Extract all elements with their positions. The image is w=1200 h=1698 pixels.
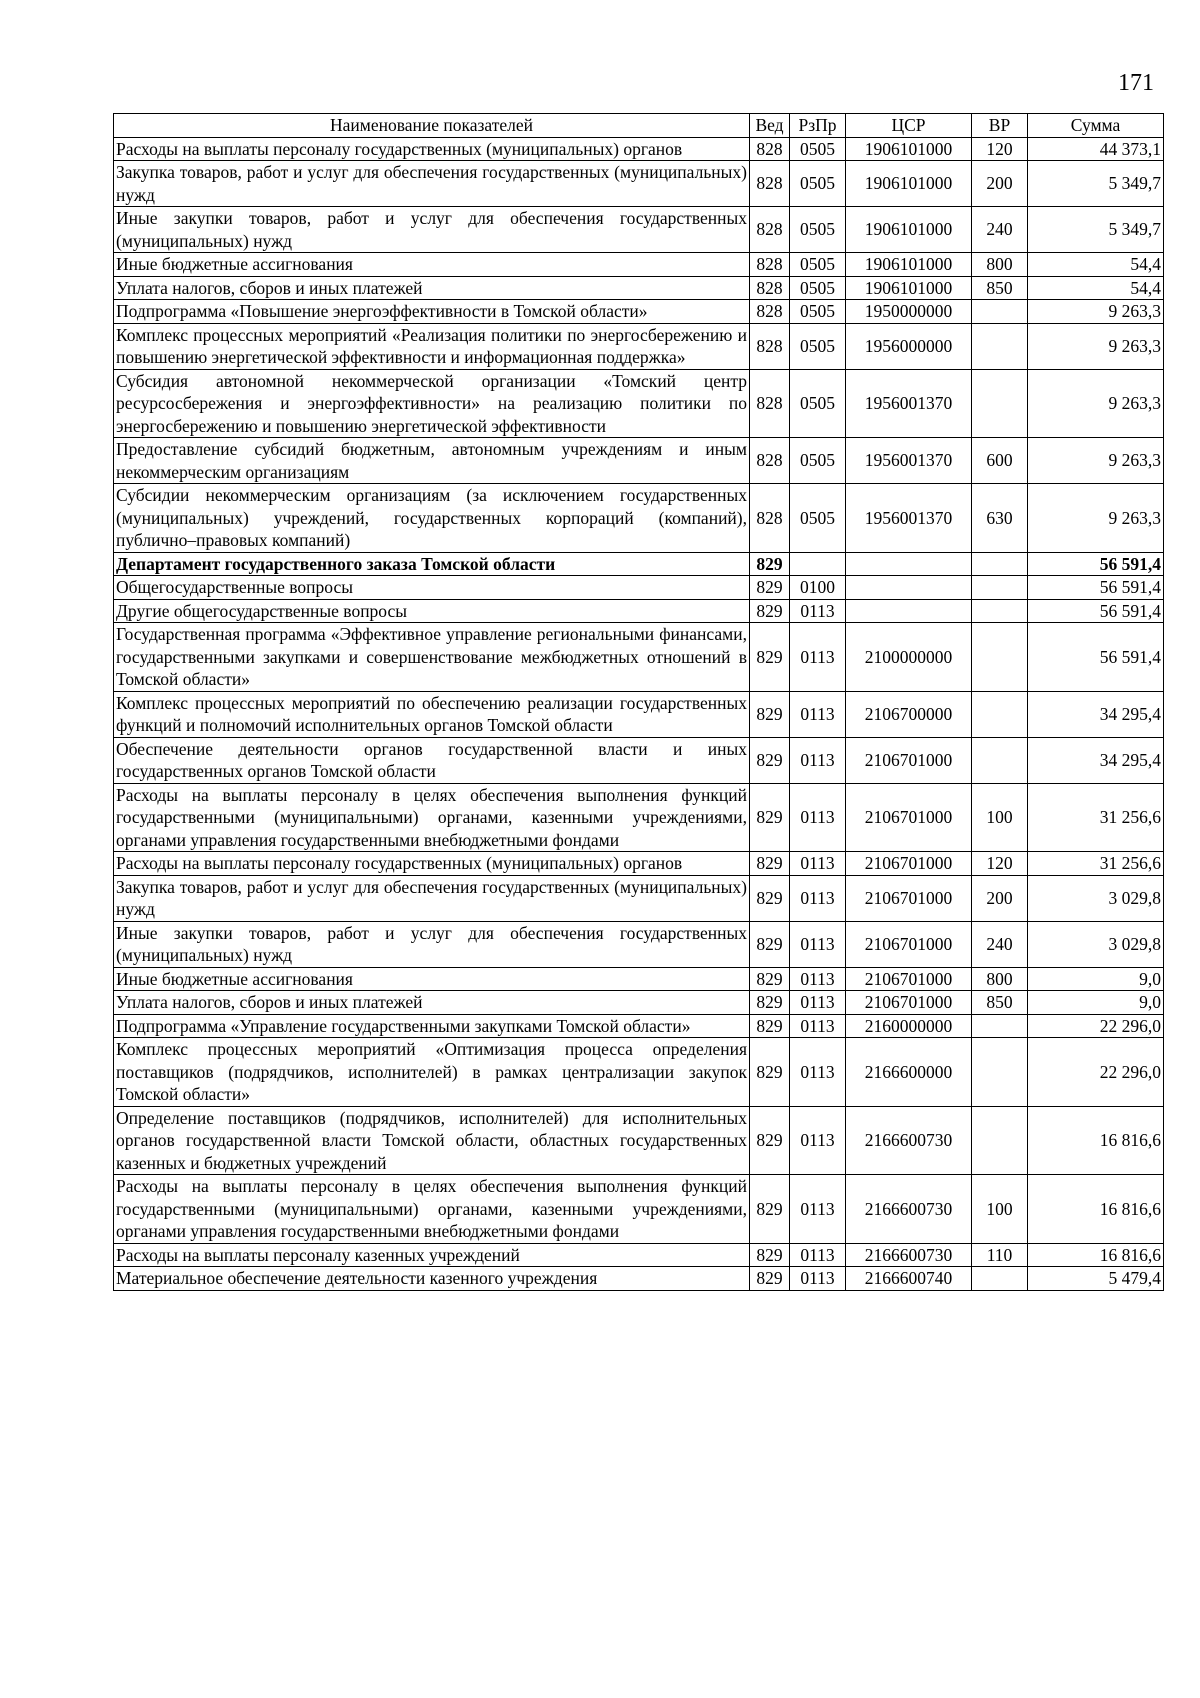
- cell-sum: 22 296,0: [1028, 1014, 1164, 1038]
- cell-name: Расходы на выплаты персоналу в целях обеспечения выполнения функций государственными (муниципальными) органами, казенными учреждениями, органами управления государственными внебюджетными фондами: [114, 783, 750, 852]
- table-body: [114, 137, 1164, 1290]
- cell-csr: [846, 599, 972, 623]
- table-row: [114, 783, 1164, 852]
- cell-ved: 829: [750, 576, 790, 600]
- cell-vr: [972, 576, 1028, 600]
- cell-name: Иные закупки товаров, работ и услуг для обеспечения государственных (муниципальных) нужд: [114, 921, 750, 967]
- cell-ved: 829: [750, 1267, 790, 1291]
- cell-name: Подпрограмма «Повышение энергоэффективности в Томской области»: [114, 300, 750, 324]
- cell-rzpr: 0113: [790, 599, 846, 623]
- cell-vr: 800: [972, 967, 1028, 991]
- cell-ved: 828: [750, 161, 790, 207]
- cell-vr: 800: [972, 253, 1028, 277]
- cell-csr: 2106701000: [846, 875, 972, 921]
- cell-ved: 829: [750, 599, 790, 623]
- cell-ved: 828: [750, 484, 790, 553]
- cell-rzpr: 0113: [790, 783, 846, 852]
- cell-csr: 1950000000: [846, 300, 972, 324]
- table-row: [114, 438, 1164, 484]
- cell-name: Расходы на выплаты персоналу государственных (муниципальных) органов: [114, 137, 750, 161]
- header-name: Наименование показателей: [114, 114, 750, 138]
- table-row: [114, 991, 1164, 1015]
- cell-name: Департамент государственного заказа Томской области: [114, 552, 750, 576]
- cell-csr: 2166600740: [846, 1267, 972, 1291]
- cell-name: Иные бюджетные ассигнования: [114, 967, 750, 991]
- cell-vr: 200: [972, 875, 1028, 921]
- cell-sum: 54,4: [1028, 253, 1164, 277]
- cell-ved: 828: [750, 438, 790, 484]
- cell-csr: 2160000000: [846, 1014, 972, 1038]
- table-row: [114, 1267, 1164, 1291]
- cell-name: Расходы на выплаты персоналу государственных (муниципальных) органов: [114, 852, 750, 876]
- cell-sum: 16 816,6: [1028, 1106, 1164, 1175]
- page-number: 171: [1118, 70, 1154, 96]
- cell-csr: 2166600730: [846, 1243, 972, 1267]
- header-csr: ЦСР: [846, 114, 972, 138]
- cell-csr: [846, 576, 972, 600]
- table-row: [114, 137, 1164, 161]
- cell-ved: 829: [750, 737, 790, 783]
- cell-ved: 829: [750, 1038, 790, 1107]
- table-row: [114, 1038, 1164, 1107]
- cell-name: Комплекс процессных мероприятий «Оптимизация процесса определения поставщиков (подрядчиков, исполнителей) в рамках централизации закупок Томской области»: [114, 1038, 750, 1107]
- cell-rzpr: 0113: [790, 1267, 846, 1291]
- cell-rzpr: 0113: [790, 967, 846, 991]
- table-row: [114, 484, 1164, 553]
- cell-sum: 9 263,3: [1028, 300, 1164, 324]
- cell-csr: 1956001370: [846, 438, 972, 484]
- cell-csr: [846, 552, 972, 576]
- cell-rzpr: 0505: [790, 300, 846, 324]
- cell-name: Комплекс процессных мероприятий по обеспечению реализации государственных функций и полномочий исполнительных органов Томской области: [114, 691, 750, 737]
- cell-name: Другие общегосударственные вопросы: [114, 599, 750, 623]
- cell-csr: 1956001370: [846, 369, 972, 438]
- cell-rzpr: 0113: [790, 1175, 846, 1244]
- cell-rzpr: 0100: [790, 576, 846, 600]
- cell-ved: 828: [750, 207, 790, 253]
- cell-sum: 56 591,4: [1028, 552, 1164, 576]
- table-row: [114, 323, 1164, 369]
- cell-vr: [972, 1106, 1028, 1175]
- table-row: [114, 737, 1164, 783]
- cell-vr: [972, 323, 1028, 369]
- cell-sum: 34 295,4: [1028, 737, 1164, 783]
- cell-name: Уплата налогов, сборов и иных платежей: [114, 991, 750, 1015]
- cell-name: Комплекс процессных мероприятий «Реализация политики по энергосбережению и повышению энергетической эффективности и информационная поддержка»: [114, 323, 750, 369]
- cell-csr: 1906101000: [846, 253, 972, 277]
- cell-rzpr: 0505: [790, 438, 846, 484]
- cell-sum: 22 296,0: [1028, 1038, 1164, 1107]
- cell-ved: 828: [750, 369, 790, 438]
- cell-csr: 1906101000: [846, 161, 972, 207]
- cell-ved: 829: [750, 623, 790, 692]
- cell-csr: 2106701000: [846, 783, 972, 852]
- cell-rzpr: 0113: [790, 852, 846, 876]
- cell-csr: 2106700000: [846, 691, 972, 737]
- cell-ved: 829: [750, 783, 790, 852]
- cell-ved: 829: [750, 1014, 790, 1038]
- cell-name: Субсидии некоммерческим организациям (за исключением государственных (муниципальных) учреждений, государственных корпораций (компаний), публично–правовых компаний): [114, 484, 750, 553]
- cell-vr: 200: [972, 161, 1028, 207]
- table-header-row: [114, 114, 1164, 138]
- cell-rzpr: 0113: [790, 691, 846, 737]
- table-row: [114, 576, 1164, 600]
- header-ved: Вед: [750, 114, 790, 138]
- cell-sum: 5 349,7: [1028, 161, 1164, 207]
- cell-ved: 829: [750, 1175, 790, 1244]
- cell-ved: 829: [750, 852, 790, 876]
- budget-table: [113, 113, 1164, 1291]
- table-row: [114, 875, 1164, 921]
- cell-rzpr: 0505: [790, 323, 846, 369]
- cell-vr: [972, 599, 1028, 623]
- cell-sum: 9,0: [1028, 991, 1164, 1015]
- cell-name: Иные закупки товаров, работ и услуг для обеспечения государственных (муниципальных) нужд: [114, 207, 750, 253]
- cell-name: Уплата налогов, сборов и иных платежей: [114, 276, 750, 300]
- cell-ved: 829: [750, 691, 790, 737]
- cell-sum: 9 263,3: [1028, 323, 1164, 369]
- table-row: [114, 967, 1164, 991]
- cell-csr: 2106701000: [846, 991, 972, 1015]
- cell-csr: 2100000000: [846, 623, 972, 692]
- cell-rzpr: 0505: [790, 369, 846, 438]
- header-rzpr: РзПр: [790, 114, 846, 138]
- cell-vr: 240: [972, 207, 1028, 253]
- table-row: [114, 207, 1164, 253]
- cell-vr: 600: [972, 438, 1028, 484]
- cell-name: Субсидия автономной некоммерческой организации «Томский центр ресурсосбережения и энергоэффективности» на реализацию политики по энергосбережению и повышению энергетической эффективности: [114, 369, 750, 438]
- cell-csr: 2106701000: [846, 737, 972, 783]
- cell-csr: 2106701000: [846, 921, 972, 967]
- cell-sum: 9 263,3: [1028, 438, 1164, 484]
- cell-sum: 3 029,8: [1028, 921, 1164, 967]
- cell-sum: 9,0: [1028, 967, 1164, 991]
- cell-ved: 829: [750, 552, 790, 576]
- cell-csr: 2166600730: [846, 1106, 972, 1175]
- cell-sum: 56 591,4: [1028, 623, 1164, 692]
- table-row: [114, 599, 1164, 623]
- cell-rzpr: 0505: [790, 161, 846, 207]
- cell-rzpr: 0505: [790, 207, 846, 253]
- cell-name: Закупка товаров, работ и услуг для обеспечения государственных (муниципальных) нужд: [114, 161, 750, 207]
- cell-ved: 828: [750, 276, 790, 300]
- cell-name: Государственная программа «Эффективное управление региональными финансами, государственными закупками и совершенствование межбюджетных отношений в Томской области»: [114, 623, 750, 692]
- table-row: [114, 276, 1164, 300]
- table-row: [114, 1243, 1164, 1267]
- cell-csr: 1906101000: [846, 276, 972, 300]
- cell-vr: [972, 737, 1028, 783]
- header-vr: ВР: [972, 114, 1028, 138]
- cell-sum: 34 295,4: [1028, 691, 1164, 737]
- cell-vr: 100: [972, 783, 1028, 852]
- cell-ved: 829: [750, 1106, 790, 1175]
- cell-rzpr: 0113: [790, 921, 846, 967]
- cell-csr: 2166600730: [846, 1175, 972, 1244]
- cell-ved: 829: [750, 967, 790, 991]
- cell-ved: 828: [750, 300, 790, 324]
- table-row: [114, 1106, 1164, 1175]
- cell-vr: 850: [972, 991, 1028, 1015]
- cell-rzpr: 0113: [790, 1014, 846, 1038]
- cell-sum: 54,4: [1028, 276, 1164, 300]
- cell-ved: 829: [750, 1243, 790, 1267]
- cell-sum: 56 591,4: [1028, 576, 1164, 600]
- cell-rzpr: 0113: [790, 1106, 846, 1175]
- cell-name: Предоставление субсидий бюджетным, автономным учреждениям и иным некоммерческим организациям: [114, 438, 750, 484]
- table-row: [114, 161, 1164, 207]
- cell-name: Расходы на выплаты персоналу в целях обеспечения выполнения функций государственными (муниципальными) органами, казенными учреждениями, органами управления государственными внебюджетными фондами: [114, 1175, 750, 1244]
- cell-vr: 850: [972, 276, 1028, 300]
- cell-rzpr: [790, 552, 846, 576]
- cell-vr: 110: [972, 1243, 1028, 1267]
- cell-rzpr: 0505: [790, 276, 846, 300]
- cell-csr: 1956001370: [846, 484, 972, 553]
- cell-ved: 828: [750, 253, 790, 277]
- cell-sum: 16 816,6: [1028, 1243, 1164, 1267]
- cell-csr: 1906101000: [846, 137, 972, 161]
- cell-name: Общегосударственные вопросы: [114, 576, 750, 600]
- table-row: [114, 253, 1164, 277]
- table-row: [114, 623, 1164, 692]
- table-row: [114, 300, 1164, 324]
- cell-rzpr: 0505: [790, 253, 846, 277]
- cell-vr: [972, 1038, 1028, 1107]
- cell-sum: 5 349,7: [1028, 207, 1164, 253]
- cell-rzpr: 0113: [790, 737, 846, 783]
- cell-name: Материальное обеспечение деятельности казенного учреждения: [114, 1267, 750, 1291]
- cell-rzpr: 0113: [790, 991, 846, 1015]
- cell-csr: 2106701000: [846, 967, 972, 991]
- cell-sum: 44 373,1: [1028, 137, 1164, 161]
- cell-rzpr: 0505: [790, 137, 846, 161]
- cell-name: Обеспечение деятельности органов государственной власти и иных государственных органов Томской области: [114, 737, 750, 783]
- cell-vr: [972, 300, 1028, 324]
- cell-sum: 9 263,3: [1028, 369, 1164, 438]
- cell-vr: [972, 1014, 1028, 1038]
- cell-sum: 16 816,6: [1028, 1175, 1164, 1244]
- table-row: [114, 921, 1164, 967]
- cell-name: Подпрограмма «Управление государственными закупками Томской области»: [114, 1014, 750, 1038]
- header-sum: Сумма: [1028, 114, 1164, 138]
- cell-ved: 829: [750, 921, 790, 967]
- table-row: [114, 1014, 1164, 1038]
- cell-csr: 2106701000: [846, 852, 972, 876]
- cell-rzpr: 0113: [790, 875, 846, 921]
- cell-rzpr: 0113: [790, 1038, 846, 1107]
- cell-vr: [972, 623, 1028, 692]
- table-row: [114, 1175, 1164, 1244]
- cell-sum: 31 256,6: [1028, 783, 1164, 852]
- cell-sum: 3 029,8: [1028, 875, 1164, 921]
- cell-vr: [972, 691, 1028, 737]
- cell-vr: 240: [972, 921, 1028, 967]
- table-row: [114, 369, 1164, 438]
- cell-vr: 630: [972, 484, 1028, 553]
- cell-name: Расходы на выплаты персоналу казенных учреждений: [114, 1243, 750, 1267]
- table-row: [114, 852, 1164, 876]
- cell-sum: 56 591,4: [1028, 599, 1164, 623]
- cell-vr: [972, 552, 1028, 576]
- cell-csr: 1956000000: [846, 323, 972, 369]
- cell-csr: 1906101000: [846, 207, 972, 253]
- cell-vr: 100: [972, 1175, 1028, 1244]
- cell-vr: [972, 369, 1028, 438]
- cell-vr: [972, 1267, 1028, 1291]
- cell-sum: 5 479,4: [1028, 1267, 1164, 1291]
- table-row: [114, 691, 1164, 737]
- cell-vr: 120: [972, 852, 1028, 876]
- cell-ved: 828: [750, 323, 790, 369]
- cell-csr: 2166600000: [846, 1038, 972, 1107]
- cell-sum: 9 263,3: [1028, 484, 1164, 553]
- cell-name: Определение поставщиков (подрядчиков, исполнителей) для исполнительных органов государственной власти Томской области, областных государственных казенных и бюджетных учреждений: [114, 1106, 750, 1175]
- cell-rzpr: 0113: [790, 1243, 846, 1267]
- cell-sum: 31 256,6: [1028, 852, 1164, 876]
- cell-ved: 828: [750, 137, 790, 161]
- cell-rzpr: 0505: [790, 484, 846, 553]
- cell-name: Закупка товаров, работ и услуг для обеспечения государственных (муниципальных) нужд: [114, 875, 750, 921]
- cell-vr: 120: [972, 137, 1028, 161]
- table-row: [114, 552, 1164, 576]
- cell-ved: 829: [750, 991, 790, 1015]
- cell-name: Иные бюджетные ассигнования: [114, 253, 750, 277]
- cell-ved: 829: [750, 875, 790, 921]
- cell-rzpr: 0113: [790, 623, 846, 692]
